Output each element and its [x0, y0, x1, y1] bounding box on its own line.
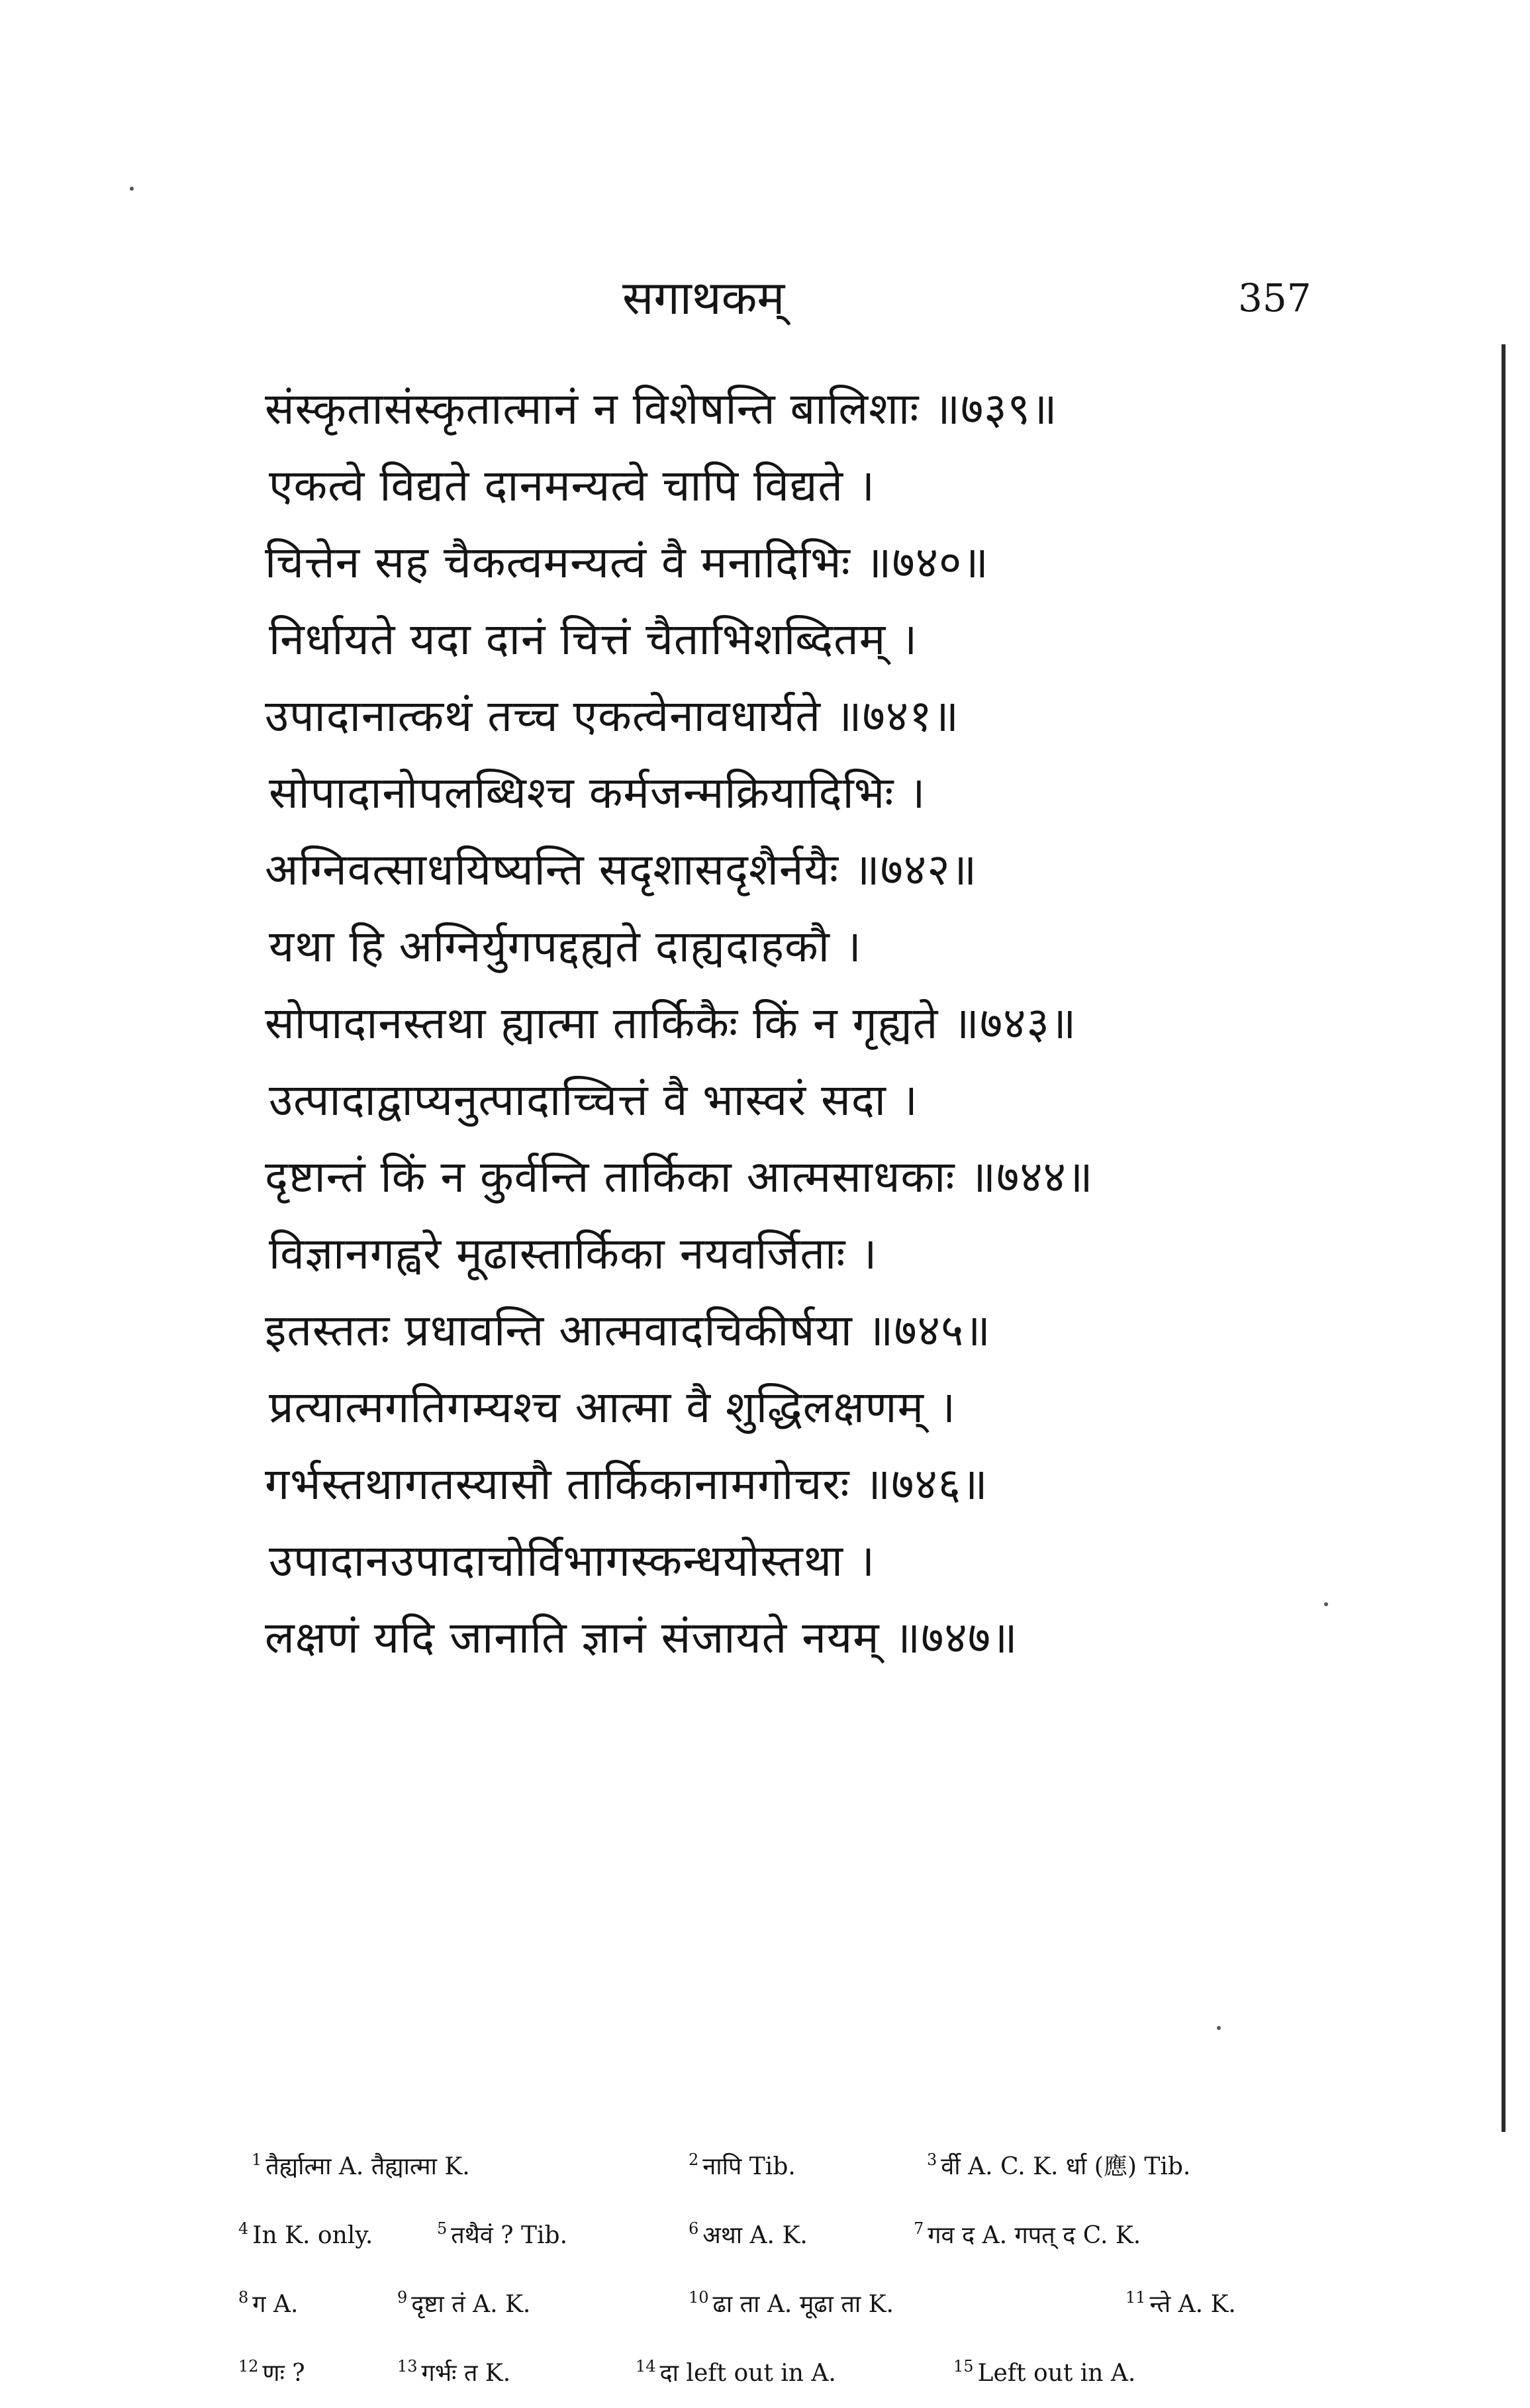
footnote-number: 11 — [1125, 2288, 1146, 2307]
verse-block — [265, 371, 1351, 1676]
footnote-text: गव द A. गपत् द C. K. — [928, 2222, 1141, 2249]
verse-line: संस्कृतासंस्कृतात्मानं न विशेषन्ति बालिशाः ॥७३९॥ — [265, 383, 1058, 434]
footnote — [927, 2125, 1190, 2201]
footnote-number: 1 — [252, 2150, 262, 2169]
footnote-number: 13 — [397, 2357, 418, 2376]
running-head — [265, 265, 1324, 338]
footnote — [689, 2194, 808, 2270]
footnote-text: र्वी A. C. K. र्धा (應) Tib. — [941, 2153, 1191, 2180]
footnote — [252, 2125, 470, 2201]
footnote-row — [238, 2332, 1351, 2401]
verse-line: सोपादानोपलब्धिश्च कर्मजन्मक्रियादिभिः । — [269, 767, 926, 818]
footnote-text: णः ? — [262, 2360, 305, 2387]
verse-line: प्रत्यात्मगतिगम्यश्च आत्मा वै शुद्धिलक्षणम् । — [269, 1382, 956, 1433]
page-number: 357 — [1238, 275, 1312, 320]
footnote — [238, 2332, 305, 2408]
ink-speck — [1217, 2026, 1221, 2030]
footnote — [238, 2194, 373, 2270]
footnote-text: ग A. — [252, 2291, 299, 2318]
footnote-number: 4 — [238, 2219, 249, 2238]
footnote — [397, 2332, 510, 2408]
footnote-text: In K. only. — [252, 2222, 373, 2249]
verse-line: दृष्टान्तं किं न कुर्वन्ति तार्किका आत्मसाधकाः ॥७४४॥ — [265, 1151, 1094, 1202]
footnote-row — [238, 2194, 1351, 2263]
verse-line: अग्निवत्साधयिष्यन्ति सदृशासदृशैर्नयैः ॥७४२॥ — [265, 844, 978, 895]
footnote-number: 15 — [953, 2357, 974, 2376]
footnote-number: 9 — [397, 2288, 408, 2307]
footnote-number: 2 — [689, 2150, 699, 2169]
page-edge-rule — [1502, 344, 1506, 2132]
footnote — [689, 2263, 894, 2339]
verse-line: उत्पादाद्वाप्यनुत्पादाच्चित्तं वै भास्वरं सदा । — [269, 1075, 918, 1126]
verse-line: निर्धायते यदा दानं चित्तं चैताभिशब्दितम् । — [269, 614, 918, 665]
footnote-number: 5 — [437, 2219, 448, 2238]
footnote-number: 8 — [238, 2288, 249, 2307]
verse-line: यथा हि अग्निर्युगपद्दह्यते दाह्यदाहकौ । — [269, 921, 862, 972]
footnote-text: गर्भः त K. — [421, 2360, 511, 2387]
footnote-text: दृष्टा तं A. K. — [411, 2291, 531, 2318]
ink-speck — [1324, 1602, 1328, 1606]
footnote-text: न्ते A. K. — [1149, 2291, 1236, 2318]
footnote-text: अथा A. K. — [702, 2222, 808, 2249]
footnote — [953, 2332, 1135, 2408]
verse-line: लक्षणं यदि जानाति ज्ञानं संजायते नयम् ॥७४७॥ — [265, 1612, 1018, 1663]
footnote — [437, 2194, 567, 2270]
footnote-text: तथैवं ? Tib. — [451, 2222, 568, 2249]
verse-line: उपादानात्कथं तच्च एकत्वेनावधार्यते ॥७४१॥ — [265, 691, 960, 742]
footnote-text: नापि Tib. — [702, 2153, 796, 2180]
footnote — [914, 2194, 1141, 2270]
verse-line: गर्भस्तथागतस्यासौ तार्किकानामगोचरः ॥७४६॥ — [265, 1459, 988, 1510]
footnote-text: ढा ता A. मूढा ता K. — [712, 2291, 894, 2318]
footnote-number: 10 — [689, 2288, 709, 2307]
footnote — [689, 2125, 796, 2201]
verse-line: चित्तेन सह चैकत्वमन्यत्वं वै मनादिभिः ॥७४०॥ — [265, 537, 989, 588]
verse-line: एकत्वे विद्यते दानमन्यत्वे चापि विद्यते । — [269, 460, 876, 511]
footnote-number: 14 — [636, 2357, 656, 2376]
verse-line: विज्ञानगह्वरे मूढास्तार्किका नयवर्जिताः । — [269, 1228, 878, 1279]
footnote-number: 3 — [927, 2150, 937, 2169]
footnote — [397, 2263, 530, 2339]
footnote-number: 12 — [238, 2357, 259, 2376]
footnote — [1125, 2263, 1236, 2339]
footnote — [636, 2332, 836, 2408]
verse-line: सोपादानस्तथा ह्यात्मा तार्किकैः किं न गृह्यते ॥७४३॥ — [265, 998, 1077, 1049]
footnote-number: 6 — [689, 2219, 699, 2238]
footnote-row — [238, 2263, 1351, 2332]
footnote-text: तैर्ह्यात्मा A. तैह्यात्मा K. — [265, 2153, 470, 2180]
footnotes — [238, 2125, 1351, 2401]
footnote — [238, 2263, 298, 2339]
verse-line: उपादानउपादाचोर्विभागस्कन्धयोस्तथा । — [269, 1535, 876, 1586]
footnote-text: Left out in A. — [977, 2360, 1136, 2387]
footnote-text: दा left out in A. — [659, 2360, 836, 2387]
footnote-number: 7 — [914, 2219, 924, 2238]
ink-speck — [130, 187, 134, 191]
verse-line: इतस्ततः प्रधावन्ति आत्मवादचिकीर्षया ॥७४५॥ — [265, 1305, 991, 1356]
running-title: सगाथकम् — [622, 271, 785, 325]
footnote-row — [238, 2125, 1351, 2194]
